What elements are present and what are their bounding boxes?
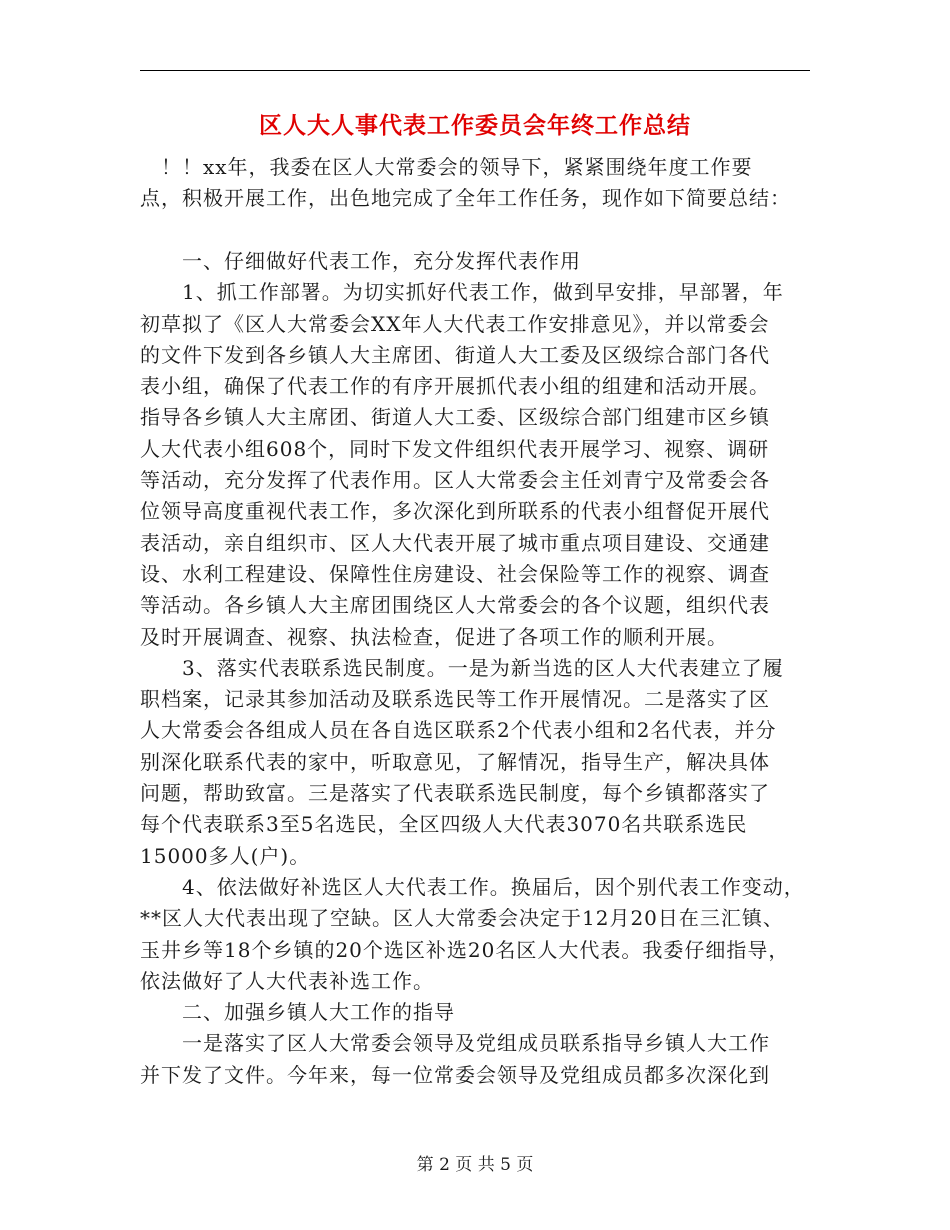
body-line: 3、落实代表联系选民制度。一是为新当选的区人大代表建立了履 [140,655,784,680]
body-line: 职档案，记录其参加活动及联系选民等工作开展情况。二是落实了区 [140,687,770,712]
body-line: 1、抓工作部署。为切实抓好代表工作，做到早安排，早部署，年 [140,280,784,305]
document-title: 区人大人事代表工作委员会年终工作总结 [259,112,691,139]
body-line: 并下发了文件。今年来，每一位常委会领导及党组成员都多次深化到 [140,1062,770,1087]
body-line: 初草拟了《区人大常委会XX年人大代表工作安排意见》，并以常委会 [140,311,770,336]
body-line: 别深化联系代表的家中，听取意见，了解情况，指导生产，解决具体 [140,749,770,774]
body-line: 人大常委会各组成人员在各自选区联系2个代表小组和2名代表，并分 [140,718,777,743]
body-line: 等活动，充分发挥了代表作用。区人大常委会主任刘青宁及常委会各 [140,468,770,492]
body-line: 15000多人(户)。 [140,843,311,868]
body-line: 等活动。各乡镇人大主席团围绕区人大常委会的各个议题，组织代表 [140,593,770,618]
body-line: 人大代表小组608个，同时下发文件组织代表开展学习、视察、调研 [140,436,770,461]
body-line: **区人大代表出现了空缺。区人大常委会决定于12月20日在三汇镇、 [140,906,784,931]
page-number: 第 2 页 共 5 页 [416,1155,534,1175]
body-line: 一是落实了区人大常委会领导及党组成员联系指导乡镇人大工作 [140,1031,770,1056]
body-line: 二、加强乡镇人大工作的指导 [140,1000,455,1025]
body-line: 点，积极开展工作，出色地完成了全年工作任务，现作如下简要总结： [140,186,791,211]
body-line: 表活动，亲自组织市、区人大代表开展了城市重点项目建设、交通建 [140,530,770,555]
body-line: 一、仔细做好代表工作，充分发挥代表作用 [140,248,581,273]
body-line: 位领导高度重视代表工作，多次深化到所联系的代表小组督促开展代 [140,499,770,524]
body-line: 依法做好了人大代表补选工作。 [140,968,434,993]
body-line: 的文件下发到各乡镇人大主席团、街道人大工委及区级综合部门各代 [140,342,770,367]
body-line: 玉井乡等18个乡镇的20个选区补选20名区人大代表。我委仔细指导， [140,937,790,962]
body-line: 每个代表联系3至5名选民，全区四级人大代表3070名共联系选民 [140,812,748,837]
body-line: 表小组，确保了代表工作的有序开展抓代表小组的组建和活动开展。 [140,374,770,399]
body-line: 设、水利工程建设、保障性住房建设、社会保险等工作的视察、调查 [140,561,770,586]
body-line: 及时开展调查、视察、执法检查，促进了各项工作的顺利开展。 [140,624,728,649]
body-line: 4、依法做好补选区人大代表工作。换届后，因个别代表工作变动， [140,874,805,899]
body-line: ！！xx年，我委在区人大常委会的领导下，紧紧围绕年度工作要 [140,155,753,179]
header-rule [140,70,810,71]
body-line: 指导各乡镇人大主席团、街道人大工委、区级综合部门组建市区乡镇 [140,405,770,430]
body-line: 问题，帮助致富。三是落实了代表联系选民制度，每个乡镇都落实了 [140,781,770,805]
